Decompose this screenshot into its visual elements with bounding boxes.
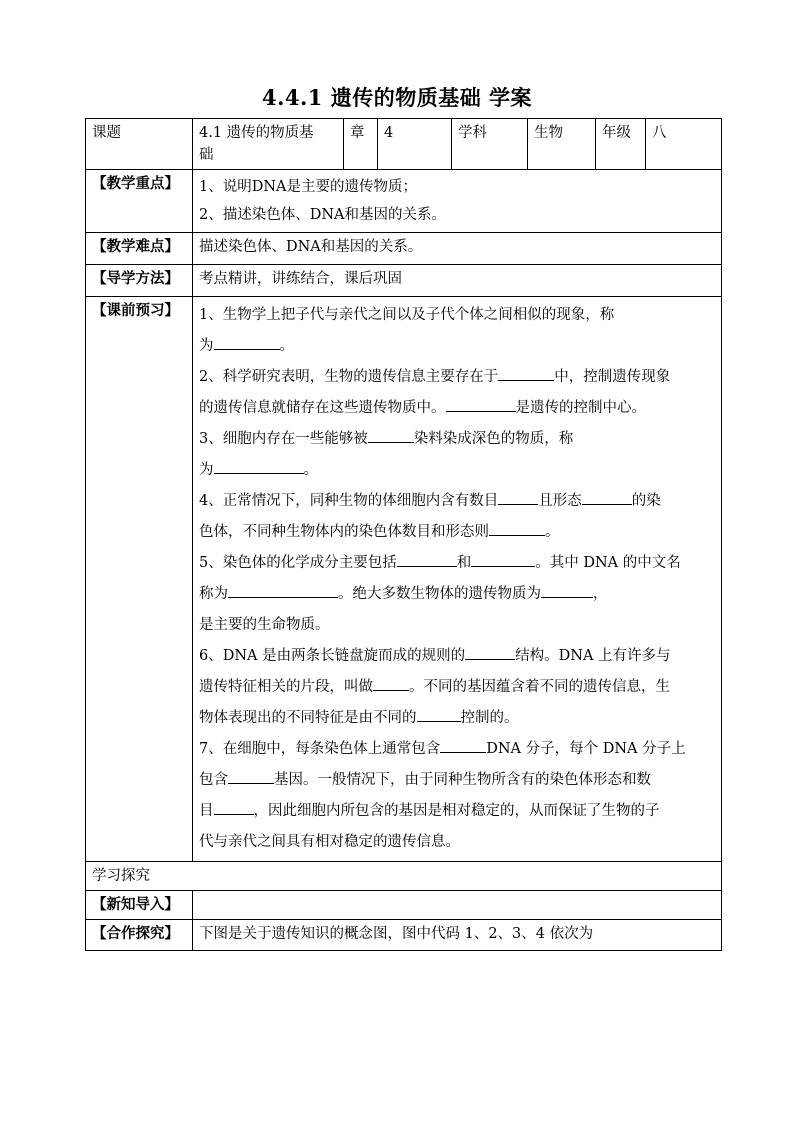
explore-label: 学习探究	[86, 862, 722, 891]
subject-label: 学科	[452, 119, 528, 170]
key-points-label: 【教学重点】	[86, 170, 193, 233]
preview-content	[193, 297, 722, 862]
fill-blank[interactable]	[440, 737, 486, 753]
fill-blank[interactable]	[214, 458, 304, 474]
fill-blank[interactable]	[228, 582, 338, 598]
fill-blank[interactable]	[228, 768, 274, 784]
coop-label: 【合作探究】	[86, 920, 193, 951]
fill-blank[interactable]	[446, 396, 516, 412]
page-title: 4.4.1 遗传的物质基础 学案	[261, 85, 533, 110]
grade-label: 年级	[596, 119, 646, 170]
topic-value: 4.1 遗传的物质基 础	[193, 119, 344, 170]
lesson-plan-table	[85, 118, 722, 951]
intro-label: 【新知导入】	[86, 891, 193, 920]
fill-blank[interactable]	[541, 582, 593, 598]
preview-row	[86, 297, 722, 862]
fill-blank[interactable]	[214, 799, 254, 815]
chapter-label: 章	[344, 119, 378, 170]
header-row	[86, 119, 722, 170]
preview-q3: 3、细胞内存在一些能够被 染料染成深色的物质，称 为 。	[199, 424, 715, 486]
difficulties-content: 描述染色体、DNA和基因的关系。	[193, 233, 722, 265]
intro-row	[86, 891, 722, 920]
intro-content	[193, 891, 722, 920]
preview-q6: 6、DNA 是由两条长链盘旋而成的规则的 结构。DNA 上有许多与 遗传特征相关的片段，叫做 。不同的基因蕴含着不同的遗传信息，生 物体表现出的不同特征是由不同的 控制的。	[199, 641, 715, 734]
fill-blank[interactable]	[397, 551, 457, 567]
key-points-content: 1、说明DNA是主要的遗传物质； 2、描述染色体、DNA和基因的关系。	[193, 170, 722, 233]
preview-q2: 2、科学研究表明，生物的遗传信息主要存在于 中，控制遗传现象 的遗传信息就储存在这些遗传物质中。 是遗传的控制中心。	[199, 362, 715, 424]
subject-value: 生物	[528, 119, 596, 170]
difficulties-row	[86, 233, 722, 265]
coop-content: 下图是关于遗传知识的概念图，图中代码 1、2、3、4 依次为	[193, 920, 722, 951]
key-points-row	[86, 170, 722, 233]
fill-blank[interactable]	[214, 334, 280, 350]
preview-q4: 4、正常情况下，同种生物的体细胞内含有数目 且形态 的染 色体，不同种生物体内的染色体数目和形态则 。	[199, 486, 715, 548]
explore-row	[86, 862, 722, 891]
preview-q7: 7、在细胞中，每条染色体上通常包含 DNA 分子，每个 DNA 分子上 包含 基因。一般情况下，由于同种生物所含有的染色体形态和数 目 ，因此细胞内所包含的基因是相对稳定的，从而保证了生物的子 代与亲代之间具有相对稳定的遗传信息。	[199, 734, 715, 858]
preview-label: 【课前预习】	[86, 297, 193, 862]
preview-q1: 1、生物学上把子代与亲代之间以及子代个体之间相似的现象，称 为 。	[199, 307, 615, 354]
fill-blank[interactable]	[582, 489, 632, 505]
fill-blank[interactable]	[417, 706, 461, 722]
fill-blank[interactable]	[373, 675, 409, 691]
preview-q5: 5、染色体的化学成分主要包括 和 。其中 DNA 的中文名 称为 。绝大多数生物体的遗传物质为 ， 是主要的生命物质。	[199, 548, 715, 641]
fill-blank[interactable]	[368, 427, 414, 443]
method-content: 考点精讲，讲练结合，课后巩固	[193, 265, 722, 297]
fill-blank[interactable]	[489, 520, 545, 536]
fill-blank[interactable]	[498, 365, 554, 381]
chapter-value: 4	[378, 119, 452, 170]
fill-blank[interactable]	[465, 644, 515, 660]
grade-value: 八	[646, 119, 722, 170]
method-row	[86, 265, 722, 297]
fill-blank[interactable]	[471, 551, 535, 567]
fill-blank[interactable]	[498, 489, 538, 505]
difficulties-label: 【教学难点】	[86, 233, 193, 265]
topic-label: 课题	[86, 119, 193, 170]
coop-row	[86, 920, 722, 951]
method-label: 【导学方法】	[86, 265, 193, 297]
